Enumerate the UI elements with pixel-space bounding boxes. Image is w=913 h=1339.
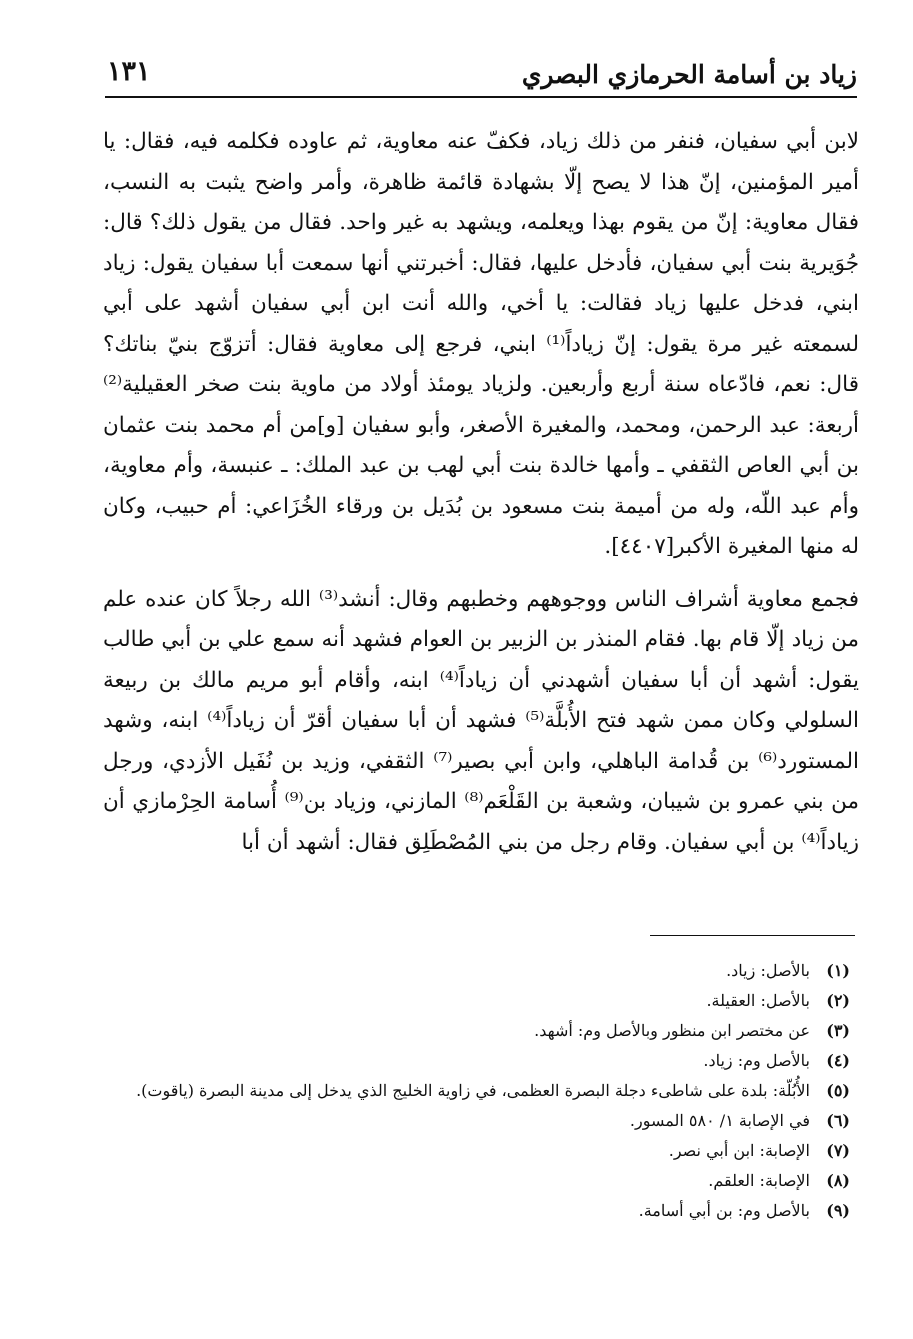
footnote-text: الأُبُلّة: بلدة على شاطىء دجلة البصرة العظمى، في زاوية الخليج الذي يدخل إلى مدينة البصرة (ياقوت). (136, 1081, 810, 1100)
footnote-text: الإصابة: ابن أبي نصر. (668, 1141, 810, 1160)
footnote-text: بالأصل وم: زياد. (703, 1051, 810, 1070)
footnote-text: بالأصل: زياد. (726, 961, 810, 980)
footnote (100, 956, 850, 986)
footnote-number: (٢) (826, 991, 850, 1010)
footnote-text: في الإصابة ١/ ٥٨٠ المسور. (629, 1111, 810, 1130)
footnote-divider (650, 935, 855, 936)
running-header (105, 50, 857, 98)
footnote (100, 1016, 850, 1046)
footnote (100, 1196, 850, 1226)
footnote-number: (٦) (826, 1111, 850, 1130)
footnote (100, 986, 850, 1016)
footnote-number: (٧) (826, 1141, 850, 1160)
footnote-number: (٨) (826, 1171, 850, 1190)
footnote-number: (٩) (826, 1201, 850, 1220)
chapter-title: زياد بن أسامة الحرمازي البصري (521, 60, 857, 89)
footnote-number: (١) (826, 961, 850, 980)
main-text (103, 122, 859, 863)
paragraph: فجمع معاوية أشراف الناس ووجوههم وخطبهم وقال: أنشد⁽³⁾ الله رجلاً كان عنده علم من زياد إلّا قام بها. فقام المنذر بن الزبير بن العوام فشهد أنه سمع علي بن أبي طالب يقول: أشهد أن أبا سفيان أشهدني أن زياداً⁽⁴⁾ ابنه، وأقام أبو مريم مالك بن ربيعة السلولي وكان ممن شهد فتح الأُبلَّة⁽⁵⁾ فشهد أن أبا سفيان أقرّ أن زياداً⁽⁴⁾ ابنه، وشهد المستورد⁽⁶⁾ بن قُدامة الباهلي، وابن أبي بصير⁽⁷⁾ الثقفي، وزيد بن نُفَيل الأزدي، ورجل من بني عمرو بن شيبان، وشعبة بن القَلْعَم⁽⁸⁾ المازني، وزياد بن⁽⁹⁾ أُسامة الحِرْمازي أن زياداً⁽⁴⁾ بن أبي سفيان. وقام رجل من بني المُصْطَلِق فقال: أشهد أن أبا (103, 586, 860, 855)
footnote (100, 1106, 850, 1136)
paragraph: لابن أبي سفيان، فنفر من ذلك زياد، فكفّ عنه معاوية، ثم عاوده فكلمه فيه، فقال: يا أمير المؤمنين، إنّ هذا لا يصح إلّا بشهادة قائمة ظاهرة، وأمر واضح يثبت به النسب، فقال معاوية: إنّ من يقوم بهذا ويعلمه، ويشهد به غير واحد. فقال من يقول ذلك؟ قال: جُوَيرية بنت أبي سفيان، فأدخل عليها، فقال: أخبرتني أنها سمعت أبا سفيان يقول: زياد ابني، فدخل عليها زياد فقالت: يا أخي، والله أنت ابن أبي سفيان أشهد على أبي لسمعته غير مرة يقول: إنّ زياداً⁽¹⁾ ابني، فرجع إلى معاوية فقال: أتزوّج بنيّ بناتك؟ قال: نعم، فادّعاه سنة أربع وأربعين. ولزياد يومئذ أولاد من ماوية بنت صخر العقيلية⁽²⁾ أربعة: عبد الرحمن، ومحمد، والمغيرة الأصغر، وأبو سفيان [و]من أم محمد بنت عثمان بن أبي العاص الثقفي ـ وأمها خالدة بنت أبي لهب بن عبد الملك: ـ عنبسة، وأم معاوية، وأم عبد اللّه، وله من أميمة بنت مسعود بن بُدَيل بن ورقاء الخُزَاعي: أم حبيب، وكان له منها المغيرة الأكبر[٤٤٠٧]. (103, 129, 859, 559)
footnote-text: بالأصل: العقيلة. (706, 991, 810, 1010)
page-number: ١٣١ (107, 56, 151, 87)
footnote-text: الإصابة: العلقم. (708, 1171, 810, 1190)
footnote (100, 1136, 850, 1166)
footnote-number: (٥) (826, 1081, 850, 1100)
footnote (100, 1166, 850, 1196)
footnote-text: بالأصل وم: بن أبي أسامة. (638, 1201, 810, 1220)
footnote (100, 1076, 850, 1106)
footnote (100, 1046, 850, 1076)
footnote-text: عن مختصر ابن منظور وبالأصل وم: أشهد. (534, 1021, 810, 1040)
footnotes (100, 956, 850, 1226)
footnote-number: (٤) (826, 1051, 850, 1070)
footnote-number: (٣) (826, 1021, 850, 1040)
